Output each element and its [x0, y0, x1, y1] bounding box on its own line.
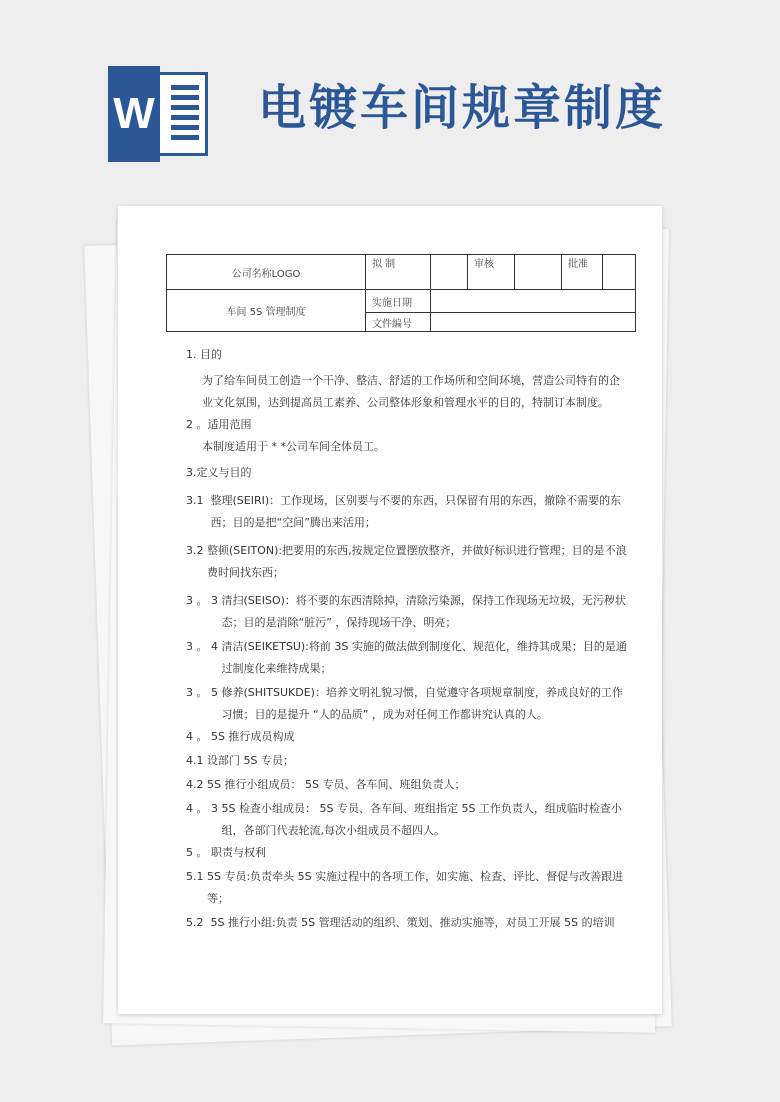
- item-number: 3.1: [186, 494, 211, 507]
- item-number: 5.2: [186, 916, 211, 929]
- list-item: [186, 636, 628, 680]
- implementation-date-label: 实施日期: [366, 290, 431, 313]
- list-item: [186, 750, 628, 772]
- company-logo-cell: 公司名称LOGO: [167, 255, 366, 290]
- word-document-icon: [108, 66, 208, 162]
- list-item: [186, 590, 628, 634]
- item-number: 4 。 3: [186, 802, 222, 815]
- list-item: [186, 774, 628, 796]
- reviewer-label: 审核: [468, 255, 515, 290]
- section-4-title: 4 。 5S 推行成员构成: [186, 730, 295, 743]
- item-number: 3 。 3: [186, 594, 222, 607]
- approver-value: [603, 255, 636, 290]
- item-number: 5.1: [186, 870, 207, 883]
- word-logo-letter: W: [108, 66, 160, 162]
- list-item: [186, 490, 628, 534]
- item-number: 3.2: [186, 544, 207, 557]
- section-2-text: 本制度适用于 * *公司车间全体员工。: [202, 440, 385, 453]
- item-number: 3 。 4: [186, 640, 222, 653]
- item-text: 整理(SEIRI)：工作现场，区别要与不要的东西，只保留有用的东西，撤除不需要的东西；目的是把“空间”腾出来活用；: [210, 494, 622, 529]
- section-1-text: 为了给车间员工创造一个干净、整洁、舒适的工作场所和空间环境，营造公司特有的企业文化氛围，达到提高员工素养、公司整体形象和管理水平的目的，特制订本制度。: [202, 374, 620, 409]
- banner: [0, 0, 780, 200]
- item-text: 清洁(SEIKETSU):将前 3S 实施的做法做到制度化、规范化，维持其成果；目的是通过制度化来维持成果；: [221, 640, 627, 675]
- item-number: 4.2: [186, 778, 207, 791]
- approver-label: 批准: [562, 255, 603, 290]
- reviewer-value: [515, 255, 562, 290]
- item-text: 修养(SHITSUKDE)：培养文明礼貌习惯，自觉遵守各项规章制度，养成良好的工作习惯；目的是提升 “人的品质” ，成为对任何工作都讲究认真的人。: [221, 686, 623, 721]
- document-title: 电镀车间规章制度: [258, 80, 667, 136]
- document-page: [118, 206, 662, 1014]
- header-table: [166, 254, 636, 332]
- document-number-label: 文件编号: [366, 313, 431, 332]
- list-item: [186, 866, 628, 910]
- document-body: [186, 344, 628, 934]
- section-5-title: 5 。 职责与权利: [186, 846, 266, 859]
- list-item: [186, 682, 628, 726]
- list-item: [186, 798, 628, 842]
- section-3-title: 3.定义与目的: [186, 466, 252, 479]
- item-text: 清扫(SEISO)：将不要的东西清除掉，清除污染源，保持工作现场无垃圾，无污秽状态；目的是消除“脏污” ，保持现场干净、明亮；: [221, 594, 626, 629]
- section-2-title: 2 。适用范围: [186, 418, 252, 431]
- item-number: 3 。 5: [186, 686, 222, 699]
- item-text: 整顿(SEITON):把要用的东西,按规定位置摆放整齐，并做好标识进行管理；目的是不浪费时间找东西；: [207, 544, 627, 579]
- section-1-title: 1. 目的: [186, 348, 222, 361]
- item-text: 设部门 5S 专员；: [207, 754, 294, 767]
- list-item: [186, 540, 628, 584]
- item-text: 5S 推行小组成员： 5S 专员、各车间、班组负责人；: [207, 778, 466, 791]
- document-number-value: [431, 313, 636, 332]
- item-text: 5S 专员:负责牵头 5S 实施过程中的各项工作，如实施、检查、评比、督促与改善跟进等；: [207, 870, 624, 905]
- item-text: 5S 推行小组:负责 5S 管理活动的组织、策划、推动实施等，对员工开展 5S 的培训: [210, 916, 615, 929]
- drafter-value: [431, 255, 468, 290]
- implementation-date-value: [431, 290, 636, 313]
- item-number: 4.1: [186, 754, 207, 767]
- list-item: [186, 912, 628, 934]
- module-name-cell: 车间 5S 管理制度: [167, 290, 366, 332]
- item-text: 5S 检查小组成员： 5S 专员、各车间、班组指定 5S 工作负责人，组成临时检查小组，各部门代表轮流,每次小组成员不超四人。: [221, 802, 622, 837]
- drafter-label: 拟 制: [366, 255, 431, 290]
